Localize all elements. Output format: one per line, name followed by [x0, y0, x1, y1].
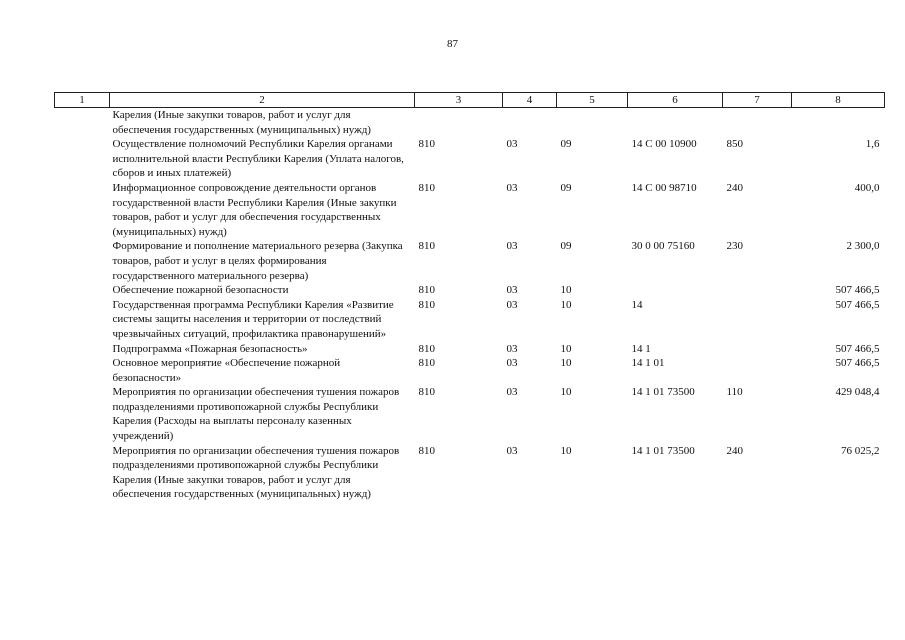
table-row	[55, 181, 885, 239]
table-header-row	[55, 93, 885, 108]
cell-expense-type: 850	[726, 138, 743, 151]
cell-target-article: 14 1 01 73500	[631, 444, 695, 457]
cell-row-number	[55, 298, 110, 342]
cell-expense-type: 110	[726, 386, 743, 399]
cell-name: Подпрограмма «Пожарная безопасность»	[112, 342, 308, 355]
cell-row-number	[55, 137, 110, 181]
cell-ministry-code: 810	[418, 342, 435, 355]
cell-target-article: 14 1 01 73500	[631, 386, 695, 399]
cell-expense-type: 240	[726, 444, 743, 457]
column-header-7: 7	[723, 93, 792, 108]
column-header-1: 1	[55, 93, 110, 108]
cell-section: 03	[506, 284, 518, 297]
cell-name: Мероприятия по организации обеспечения тушения пожаров подразделениями противопожарной службы Республики Карелия (Иные закупки товаров, работ и услуг для обеспечения государственных (муниципальных) нужд)	[112, 444, 400, 501]
page-number: 87	[447, 38, 458, 50]
cell-subsection: 09	[560, 240, 572, 253]
cell-name: Карелия (Иные закупки товаров, работ и услуг для обеспечения государственных (муниципальных) нужд)	[112, 109, 371, 136]
cell-target-article	[628, 108, 723, 138]
cell-amount: 507 466,5	[835, 357, 880, 370]
cell-subsection	[557, 108, 628, 138]
cell-ministry-code: 810	[418, 240, 435, 253]
cell-expense-type	[723, 283, 792, 298]
column-header-6: 6	[628, 93, 723, 108]
cell-expense-type: 230	[726, 240, 743, 253]
cell-ministry-code: 810	[418, 357, 435, 370]
cell-target-article: 14	[631, 298, 643, 311]
cell-ministry-code	[415, 108, 503, 138]
cell-subsection: 09	[560, 181, 572, 194]
table-row	[55, 298, 885, 342]
cell-row-number	[55, 385, 110, 443]
cell-amount: 2 300,0	[846, 240, 880, 253]
cell-section: 03	[506, 386, 518, 399]
cell-row-number	[55, 108, 110, 138]
cell-name: Формирование и пополнение материального резерва (Закупка товаров, работ и услуг в целях формирования государственного материального резерва)	[112, 240, 403, 282]
cell-ministry-code: 810	[418, 444, 435, 457]
cell-name: Мероприятия по организации обеспечения тушения пожаров подразделениями противопожарной службы Республики Карелия (Расходы на выплаты персоналу казенных учреждений)	[112, 386, 400, 443]
cell-ministry-code: 810	[418, 386, 435, 399]
cell-expense-type	[723, 298, 792, 342]
cell-target-article: 14 1 01	[631, 357, 665, 370]
cell-target-article	[628, 283, 723, 298]
cell-ministry-code: 810	[418, 181, 435, 194]
cell-row-number	[55, 239, 110, 283]
cell-amount: 1,6	[865, 138, 880, 151]
cell-amount: 507 466,5	[835, 298, 880, 311]
cell-amount	[792, 108, 885, 138]
table-row	[55, 239, 885, 283]
table-row	[55, 385, 885, 443]
cell-expense-type	[723, 356, 792, 385]
cell-subsection: 10	[560, 386, 572, 399]
cell-target-article: 14 С 00 10900	[631, 138, 697, 151]
cell-section: 03	[506, 357, 518, 370]
cell-row-number	[55, 444, 110, 502]
cell-name: Информационное сопровождение деятельности органов государственной власти Республики Карелия (Иные закупки товаров, работ и услуг для обеспечения государственных (муниципальных) нужд)	[112, 181, 397, 238]
budget-table	[54, 92, 885, 502]
cell-subsection: 10	[560, 298, 572, 311]
cell-amount: 507 466,5	[835, 284, 880, 297]
cell-subsection: 10	[560, 357, 572, 370]
cell-row-number	[55, 181, 110, 239]
table-body	[55, 108, 885, 503]
cell-ministry-code: 810	[418, 298, 435, 311]
cell-subsection: 10	[560, 444, 572, 457]
cell-target-article: 14 1	[631, 342, 651, 355]
column-header-2: 2	[110, 93, 415, 108]
cell-expense-type	[723, 108, 792, 138]
cell-expense-type	[723, 342, 792, 357]
cell-ministry-code: 810	[418, 284, 435, 297]
cell-subsection: 09	[560, 138, 572, 151]
column-header-3: 3	[415, 93, 503, 108]
cell-amount: 429 048,4	[835, 386, 880, 399]
cell-amount: 76 025,2	[841, 444, 880, 457]
cell-section: 03	[506, 240, 518, 253]
cell-name: Основное мероприятие «Обеспечение пожарной безопасности»	[112, 357, 341, 384]
cell-section: 03	[506, 181, 518, 194]
table-row	[55, 283, 885, 298]
cell-name: Обеспечение пожарной безопасности	[112, 284, 289, 297]
cell-amount: 507 466,5	[835, 342, 880, 355]
cell-section: 03	[506, 138, 518, 151]
cell-row-number	[55, 342, 110, 357]
column-header-5: 5	[557, 93, 628, 108]
cell-row-number	[55, 283, 110, 298]
cell-name: Государственная программа Республики Карелия «Развитие системы защиты населения и территории от последствий чрезвычайных ситуаций, профилактика правонарушений»	[112, 298, 394, 340]
cell-section: 03	[506, 444, 518, 457]
cell-row-number	[55, 356, 110, 385]
cell-section: 03	[506, 298, 518, 311]
cell-section	[503, 108, 557, 138]
cell-expense-type: 240	[726, 181, 743, 194]
cell-target-article: 30 0 00 75160	[631, 240, 695, 253]
column-header-8: 8	[792, 93, 885, 108]
table-row	[55, 342, 885, 357]
cell-subsection: 10	[560, 284, 572, 297]
cell-subsection: 10	[560, 342, 572, 355]
table-row	[55, 137, 885, 181]
column-header-4: 4	[503, 93, 557, 108]
cell-target-article: 14 С 00 98710	[631, 181, 697, 194]
table-row	[55, 444, 885, 502]
cell-name: Осуществление полномочий Республики Карелия органами исполнительной власти Республики Карелия (Уплата налогов, сборов и иных платежей)	[112, 138, 404, 180]
cell-amount: 400,0	[854, 181, 880, 194]
cell-section: 03	[506, 342, 518, 355]
cell-ministry-code: 810	[418, 138, 435, 151]
table-row	[55, 108, 885, 138]
table-row	[55, 356, 885, 385]
